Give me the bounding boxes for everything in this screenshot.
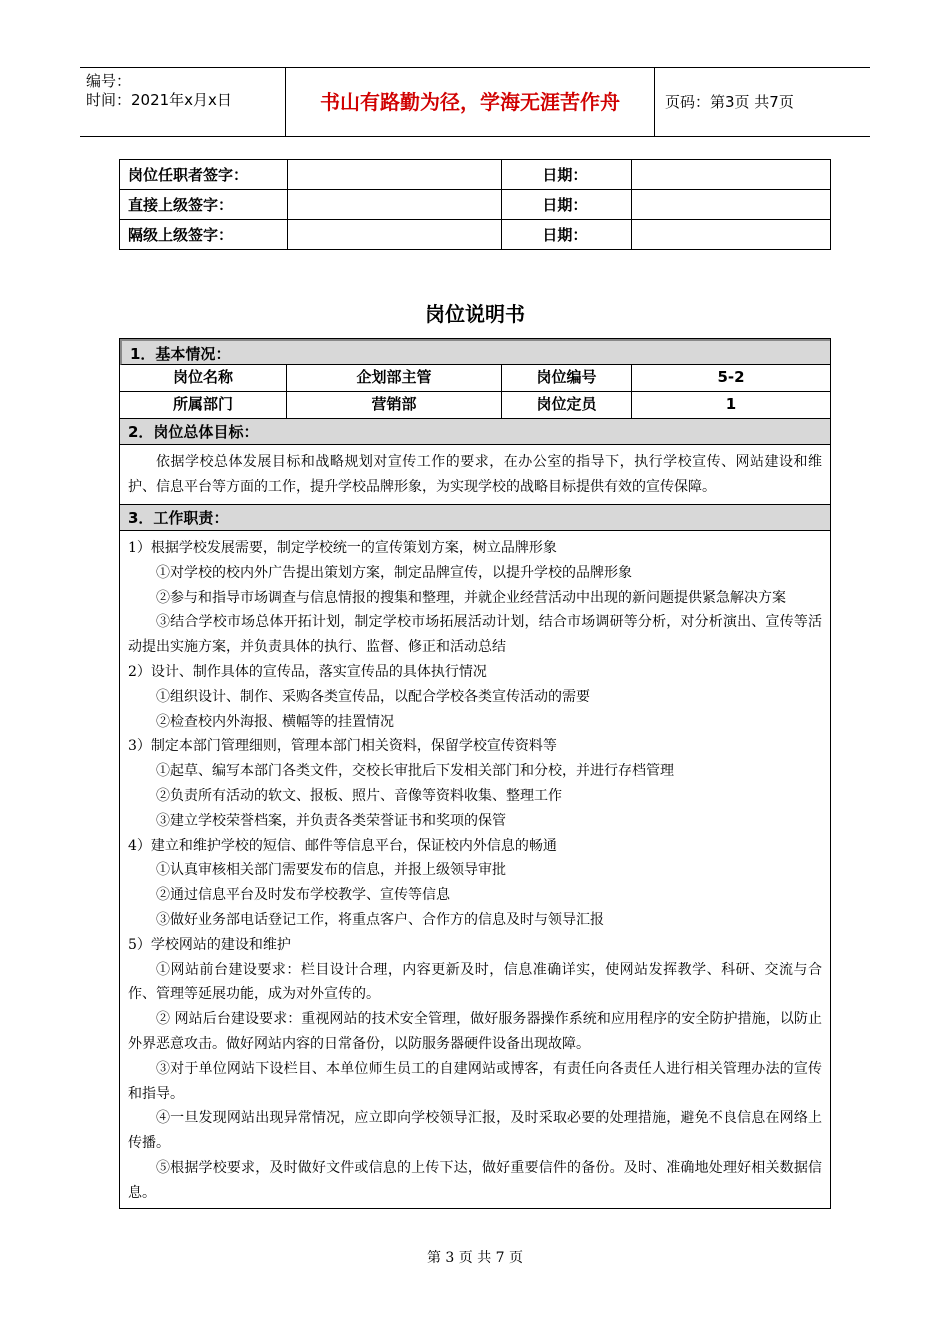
duty-line: ②检查校内外海报、横幅等的挂置情况 xyxy=(156,713,394,730)
date-label: 日期： xyxy=(502,220,632,250)
info-value: 营销部 xyxy=(287,392,502,418)
duty-line: ①组织设计、制作、采购各类宣传品，以配合学校各类宣传活动的需要 xyxy=(156,688,590,705)
signature-row xyxy=(120,220,831,250)
date-field[interactable] xyxy=(632,190,831,220)
page-header xyxy=(80,67,870,137)
duty-line: ③建立学校荣誉档案，并负责各类荣誉证书和奖项的保管 xyxy=(156,812,506,829)
signature-label: 隔级上级签字： xyxy=(120,220,288,250)
document-title: 岗位说明书 xyxy=(425,302,525,326)
header-meta xyxy=(80,68,285,136)
duty-line: ②参与和指导市场调查与信息情报的搜集和整理，并就企业经营活动中出现的新问题提供紧急解决方案 xyxy=(156,589,786,606)
info-value: 企划部主管 xyxy=(287,365,502,391)
section-duties-heading: 3．工作职责： xyxy=(120,505,830,531)
duty-line: 5）学校网站的建设和维护 xyxy=(128,936,291,953)
duty-line: ①对学校的校内外广告提出策划方案，制定品牌宣传，以提升学校的品牌形象 xyxy=(156,564,632,581)
info-key: 岗位定员 xyxy=(502,392,632,418)
signature-field[interactable] xyxy=(287,220,502,250)
duty-line: ②负责所有活动的软文、报板、照片、音像等资料收集、整理工作 xyxy=(156,787,562,804)
basic-info-row xyxy=(120,365,830,392)
section-goal-heading: 2．岗位总体目标： xyxy=(120,419,830,445)
header-page-label: 页码：第3页 共7页 xyxy=(665,93,794,111)
date-label: 日期： xyxy=(502,190,632,220)
signature-field[interactable] xyxy=(287,190,502,220)
duty-line: ①起草、编写本部门各类文件，交校长审批后下发相关部门和分校，并进行存档管理 xyxy=(156,763,674,780)
date-label: 日期： xyxy=(502,160,632,190)
signature-field[interactable] xyxy=(287,160,502,190)
duty-line: ④一旦发现网站出现异常情况，应立即向学校领导汇报，及时采取必要的处理措施，避免不良信息在网络上传播。 xyxy=(128,1110,822,1152)
duty-line: ② 网站后台建设要求：重视网站的技术安全管理，做好服务器操作系统和应用程序的安全防护措施，以防止外界恶意攻击。做好网站内容的日常备份，以防服务器硬件设备出现故障。 xyxy=(128,1011,822,1052)
duty-line: 1）根据学校发展需要，制定学校统一的宣传策划方案，树立品牌形象 xyxy=(128,540,557,556)
section-basic-heading: 1．基本情况： xyxy=(120,339,830,365)
date-field[interactable] xyxy=(632,160,831,190)
duty-line: ③结合学校市场总体开拓计划，制定学校市场拓展活动计划，结合市场调研等分析，对分析演出、宣传等活动提出实施方案，并负责具体的执行、监督、修正和活动总结 xyxy=(128,614,822,656)
header-motto: 书山有路勤为径，学海无涯苦作舟 xyxy=(285,68,655,136)
info-key: 岗位名称 xyxy=(120,365,287,391)
number-label: 编号： xyxy=(86,72,132,90)
duties-list xyxy=(120,531,830,1208)
signature-label: 直接上级签字： xyxy=(120,190,288,220)
info-key: 所属部门 xyxy=(120,392,287,418)
duty-line: ③对于单位网站下设栏目、本单位师生员工的自建网站或博客，有责任向各责任人进行相关管理办法的宣传和指导。 xyxy=(128,1060,822,1102)
duty-line: 3）制定本部门管理细则，管理本部门相关资料，保留学校宣传资料等 xyxy=(128,738,557,755)
goal-text: 依据学校总体发展目标和战略规划对宣传工作的要求，在办公室的指导下，执行学校宣传、网站建设和维护、信息平台等方面的工作，提升学校品牌形象，为实现学校的战略目标提供有效的宣传保障。 xyxy=(120,445,830,505)
time-label: 时间：2021年x月x日 xyxy=(86,91,232,109)
duty-line: ③做好业务部电话登记工作，将重点客户、合作方的信息及时与领导汇报 xyxy=(156,911,604,928)
info-value: 1 xyxy=(725,395,737,413)
signature-label: 岗位任职者签字： xyxy=(120,160,288,190)
signature-row xyxy=(120,160,831,190)
info-value: 5-2 xyxy=(717,368,745,386)
duty-line: ①网站前台建设要求：栏目设计合理，内容更新及时，信息准确详实，使网站发挥教学、科研、交流与合作、管理等延展功能，成为对外宣传的。 xyxy=(128,961,822,1003)
duty-line: 4）建立和维护学校的短信、邮件等信息平台，保证校内外信息的畅通 xyxy=(128,837,557,854)
duty-line: ①认真审核相关部门需要发布的信息，并报上级领导审批 xyxy=(156,862,506,879)
basic-info-row xyxy=(120,392,830,419)
signature-table xyxy=(119,159,831,250)
date-field[interactable] xyxy=(632,220,831,250)
duty-line: ②通过信息平台及时发布学校教学、宣传等信息 xyxy=(156,887,450,904)
signature-row xyxy=(120,190,831,220)
duty-line: ⑤根据学校要求，及时做好文件或信息的上传下达，做好重要信件的备份。及时、准确地处理好相关数据信息。 xyxy=(128,1159,822,1201)
info-key: 岗位编号 xyxy=(502,365,632,391)
job-description-table xyxy=(119,338,831,1209)
page-footer: 第 3 页 共 7 页 xyxy=(426,1250,524,1266)
duty-line: 2）设计、制作具体的宣传品，落实宣传品的具体执行情况 xyxy=(128,663,487,680)
